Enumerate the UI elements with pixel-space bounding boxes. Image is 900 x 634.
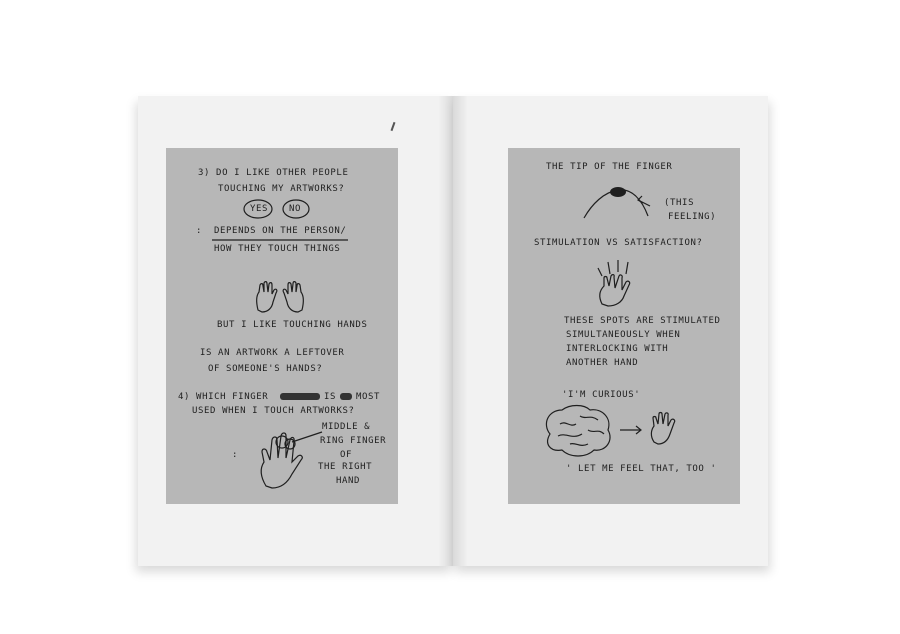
finger-note-2: RING FINGER	[320, 436, 387, 446]
q4-is: IS	[324, 392, 337, 402]
question-line2: OF SOMEONE'S HANDS?	[208, 364, 323, 374]
colon-mark-2: :	[232, 450, 239, 460]
feeling-line2: FEELING)	[668, 212, 717, 222]
hands-caption: BUT I LIKE TOUCHING HANDS	[217, 320, 368, 330]
two-hands-drawing	[254, 280, 306, 316]
q4-line2: USED WHEN I TOUCH ARTWORKS?	[192, 406, 355, 416]
q3-line2: TOUCHING MY ARTWORKS?	[218, 184, 345, 194]
finger-note-5: HAND	[336, 476, 361, 486]
feeling-line1: (THIS	[664, 198, 695, 208]
fingertip-drawing	[582, 180, 662, 220]
curious-quote: 'I'M CURIOUS'	[562, 390, 641, 400]
no-label: NO	[289, 204, 302, 214]
stim-title: STIMULATION VS SATISFACTION?	[534, 238, 703, 248]
finger-note-3: OF	[340, 450, 353, 460]
brain-to-hand-drawing	[540, 404, 680, 460]
q4-line1: 4) WHICH FINGER	[178, 392, 269, 402]
scribbled-word-2	[340, 393, 352, 400]
stimulated-hand-drawing	[592, 260, 642, 306]
spots-line4: ANOTHER HAND	[566, 358, 639, 368]
tip-title: THE TIP OF THE FINGER	[546, 162, 673, 172]
q3-line1: 3) DO I LIKE OTHER PEOPLE	[198, 168, 349, 178]
spots-line2: SIMULTANEOUSLY WHEN	[566, 330, 681, 340]
finger-note-4: THE RIGHT	[318, 462, 373, 472]
spots-line3: INTERLOCKING WITH	[566, 344, 669, 354]
page-gutter	[438, 96, 468, 566]
colon-mark: :	[196, 226, 203, 236]
question-line1: IS AN ARTWORK A LEFTOVER	[200, 348, 345, 358]
right-hand-drawing	[256, 428, 326, 492]
finger-note-1: MIDDLE &	[322, 422, 371, 432]
answer-divider	[212, 238, 352, 242]
let-me-quote: ' LET ME FEEL THAT, TOO '	[566, 464, 717, 474]
scribbled-word	[280, 393, 320, 400]
yes-label: YES	[250, 204, 269, 214]
q4-most: MOST	[356, 392, 381, 402]
spots-line1: THESE SPOTS ARE STIMULATED	[564, 316, 721, 326]
answer-line2: HOW THEY TOUCH THINGS	[214, 244, 341, 254]
answer-line1: DEPENDS ON THE PERSON/	[214, 226, 347, 236]
